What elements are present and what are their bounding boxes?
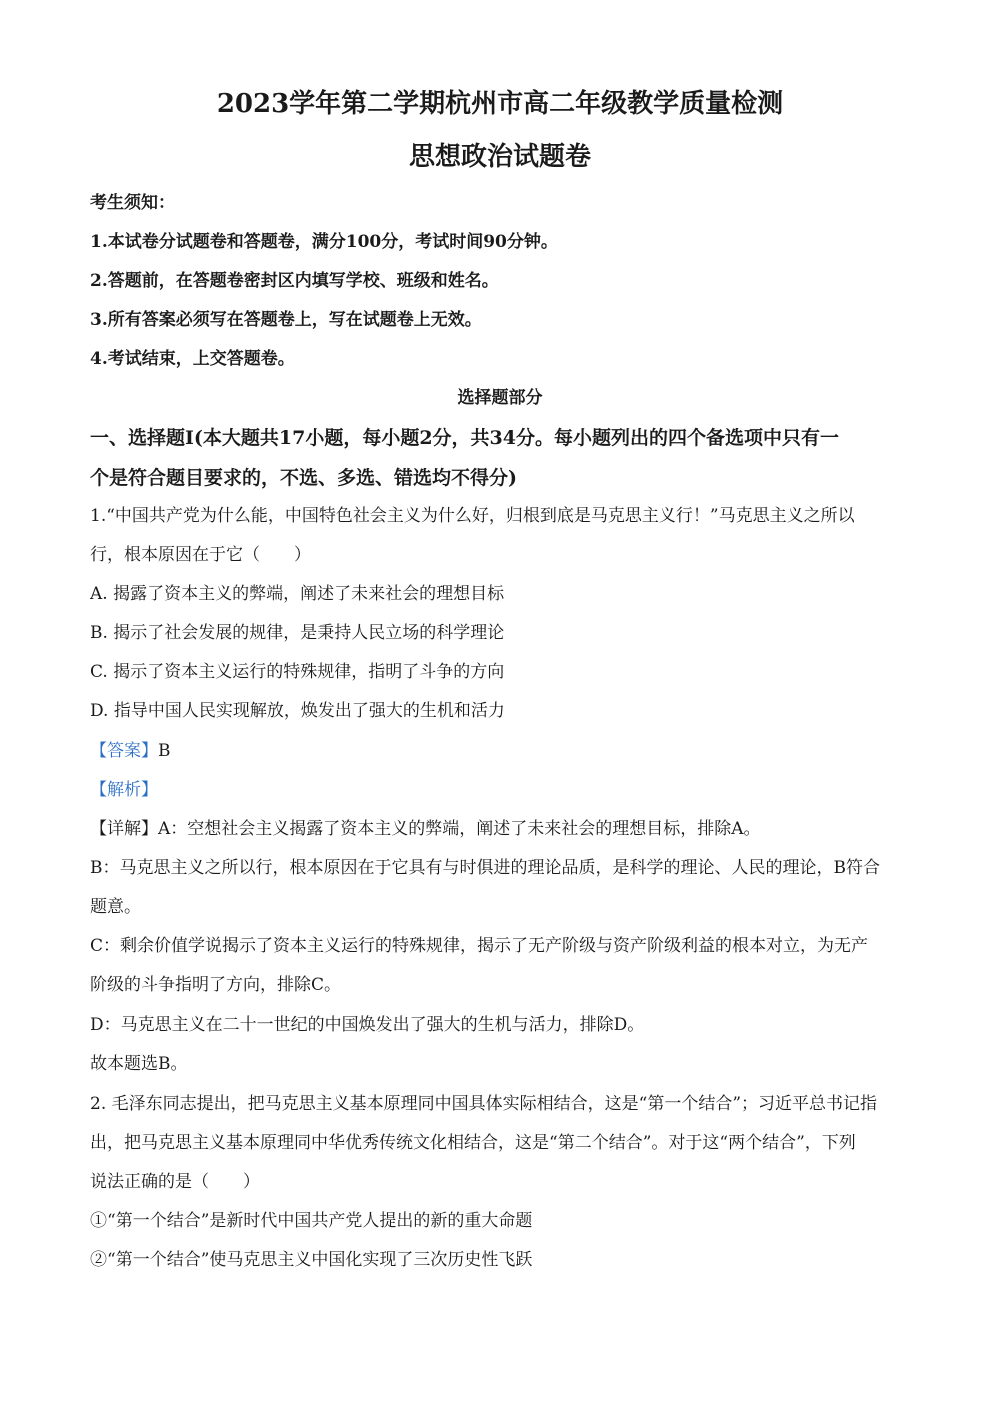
q1-option-b: B. 揭示了社会发展的规律，是秉持人民立场的科学理论 bbox=[90, 623, 505, 643]
q1-detail-line4: C：剩余价值学说揭示了资本主义运行的特殊规律，揭示了无产阶级与资产阶级利益的根本对立，为无产 bbox=[90, 936, 869, 956]
q2-stem-line1: 2. 毛泽东同志提出，把马克思主义基本原理同中国具体实际相结合，这是“第一个结合”；习近平总书记指 bbox=[90, 1094, 878, 1114]
exam-subtitle: 思想政治试题卷 bbox=[408, 142, 591, 172]
notice-heading: 考生须知： bbox=[90, 193, 175, 213]
notice-item-1: 1.本试卷分试题卷和答题卷，满分100分，考试时间90分钟。 bbox=[90, 232, 558, 252]
q2-stem-line3: 说法正确的是（ ） bbox=[90, 1172, 260, 1192]
exam-title: 2023学年第二学期杭州市高二年级教学质量检测 bbox=[216, 89, 784, 119]
section-heading-line2: 个是符合题目要求的，不选、多选、错选均不得分) bbox=[90, 467, 517, 489]
q2-stem-line2: 出，把马克思主义基本原理同中华优秀传统文化相结合，这是“第二个结合”。对于这“两个结合”，下列 bbox=[90, 1133, 856, 1153]
q2-item-2: ②“第一个结合”使马克思主义中国化实现了三次历史性飞跃 bbox=[90, 1250, 533, 1270]
answer-label: 【答案】 bbox=[90, 741, 158, 761]
q1-detail-line6: D：马克思主义在二十一世纪的中国焕发出了强大的生机与活力，排除D。 bbox=[90, 1015, 645, 1035]
q1-analysis bbox=[90, 779, 915, 801]
q2-item-1: ①“第一个结合”是新时代中国共产党人提出的新的重大命题 bbox=[90, 1211, 533, 1231]
analysis-label: 【解析】 bbox=[90, 780, 158, 800]
notice-item-2: 2.答题前，在答题卷密封区内填写学校、班级和姓名。 bbox=[90, 271, 499, 291]
q1-answer bbox=[90, 740, 915, 762]
q1-detail-line7: 故本题选B。 bbox=[90, 1054, 188, 1074]
notice-item-4: 4.考试结束，上交答题卷。 bbox=[90, 349, 295, 369]
q1-option-a: A. 揭露了资本主义的弊端，阐述了未来社会的理想目标 bbox=[90, 584, 505, 604]
q1-option-d: D. 指导中国人民实现解放，焕发出了强大的生机和活力 bbox=[90, 701, 505, 721]
q1-detail-line5: 阶级的斗争指明了方向，排除C。 bbox=[90, 975, 342, 995]
q1-stem-line1: 1.“中国共产党为什么能，中国特色社会主义为什么好，归根到底是马克思主义行！”马克思主义之所以 bbox=[90, 506, 855, 526]
part-title: 选择题部分 bbox=[457, 388, 543, 408]
detail-label: 【详解】 bbox=[90, 819, 158, 839]
q1-detail-line3: 题意。 bbox=[90, 897, 141, 917]
notice-item-3: 3.所有答案必须写在答题卷上，写在试题卷上无效。 bbox=[90, 310, 482, 330]
q1-detail-line2: B：马克思主义之所以行，根本原因在于它具有与时俱进的理论品质，是科学的理论、人民的理论，B符合 bbox=[90, 858, 880, 878]
section-heading-line1: 一、选择题Ⅰ(本大题共17小题，每小题2分，共34分。每小题列出的四个备选项中只有一 bbox=[90, 427, 839, 449]
q1-option-c: C. 揭示了资本主义运行的特殊规律，指明了斗争的方向 bbox=[90, 662, 505, 682]
answer-value: B bbox=[158, 741, 171, 761]
q1-detail-line1: 【详解】A：空想社会主义揭露了资本主义的弊端，阐述了未来社会的理想目标，排除A。 bbox=[90, 819, 761, 839]
q1-stem-line2: 行，根本原因在于它（ ） bbox=[90, 545, 311, 565]
